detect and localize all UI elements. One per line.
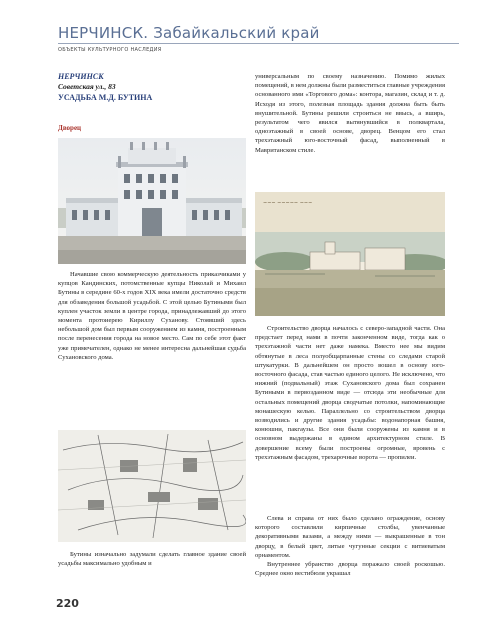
city-name: НЕРЧИНСК (58, 72, 104, 81)
object-address: Советская ул., 83 (58, 82, 116, 91)
paragraph: Бутины изначально задумали сделать главное здание своей усадьбы максимально удобным и (58, 551, 246, 568)
paragraph: Начавшие свою коммерческую деятельность приказчиками у купцов Кандинских, потомственные купцы Николай и Михаил Бутины в середине 60-х годов XIX века имели достаточно средств для обзаведения большой усадьбой. С этой целью Бутиными был куплен участок земли в центре города, принадлежавший до этого момента протоиерею Кириллу Суханову. Стоявший здесь небольшой дом был первым сооружением из камня, построенным после перенесения города на новое место. Сам по себе этот факт уже примечателен, однако не менее интересна дальнейшая судьба Сухановского дома. (58, 271, 246, 361)
postcard-image (255, 192, 445, 316)
object-title: УСАДЬБА М.Д. БУТИНА (58, 93, 153, 102)
town-plan-drawing (58, 430, 246, 542)
left-column-text-bottom (58, 550, 246, 568)
running-header-title: НЕРЧИНСК. Забайкальский край (58, 24, 320, 42)
right-column-text-top (255, 72, 445, 155)
paragraph: Внутреннее убранство дворца поражало своей роскошью. Среднее окно вестибюля украшал (255, 561, 445, 578)
running-header-subtitle: ОБЪЕКТЫ КУЛЬТУРНОГО НАСЛЕДИЯ (58, 47, 162, 53)
right-column-text-bottom (255, 514, 445, 578)
section-label: Дворец (58, 124, 82, 132)
right-column-text-middle (255, 324, 445, 462)
object-heading (58, 72, 246, 102)
palace-photo (58, 138, 246, 264)
left-column-text (58, 270, 246, 362)
svg-text:~~~ ~~~~~ ~~~: ~~~ ~~~~~ ~~~ (263, 200, 313, 206)
paragraph: Слева и справа от них было сделано ограждение, основу которого составляли кирпичные столбы, увенчанные декоративными вазами, а между ними — выкрашенные в тон дворцу, в белый цвет, литые чугунные секции с витиеватым орнаментом. (255, 515, 445, 559)
postcard-photo (255, 192, 445, 316)
town-plan-image (58, 430, 246, 542)
page-number: 220 (56, 597, 79, 610)
paragraph: универсальным по своему назначению. Помимо жилых помещений, в нем должны были разместиться главные учреждения основанного ими «Торгового дома»: контора, магазин, склад и т. д. Исходя из этого, полезная площадь здания должна быть быть внушительной. Бутины решили строиться не ввысь, а вширь, результатом чего явился вытянувшийся в полквартала, одноэтажный в своей основе, дворец. Венцом его стал трехэтажный юго-восточный фасад, выполненный в Мавританском стиле. (255, 73, 445, 154)
paragraph: Строительство дворца началось с северо-западной части. Она предстает перед нами в почти законченном виде, тогда как о трехэтажной части нет даже намека. Вместо нее мы видим обтянутые в леса полуобщарпанные стены со следами старой штукатурки. В дальнейшем он просто вошел в основу юго-восточного фасада, став частью единого целого. Не исключено, что нижний (подвальный) этаж Сухановского дома был сохранен Бутиными в первозданном виде — отсюда эти необычные для остальных помещений дворца сводчатые потолки, напоминающие монашескую келью. Параллельно со строительством дворца возводились и другие здания усадьбы: водонапорная башня, конюшни, пакгаузы. Все они были сооружены из камня и в основном выдержаны в едином архитектурном стиле. В довершение всему были построены огромные, вровень с трехэтажным фасадом, трехарочные ворота — пропилеи. (255, 325, 445, 461)
header-divider (58, 43, 459, 44)
palace-photo-image (58, 138, 246, 264)
